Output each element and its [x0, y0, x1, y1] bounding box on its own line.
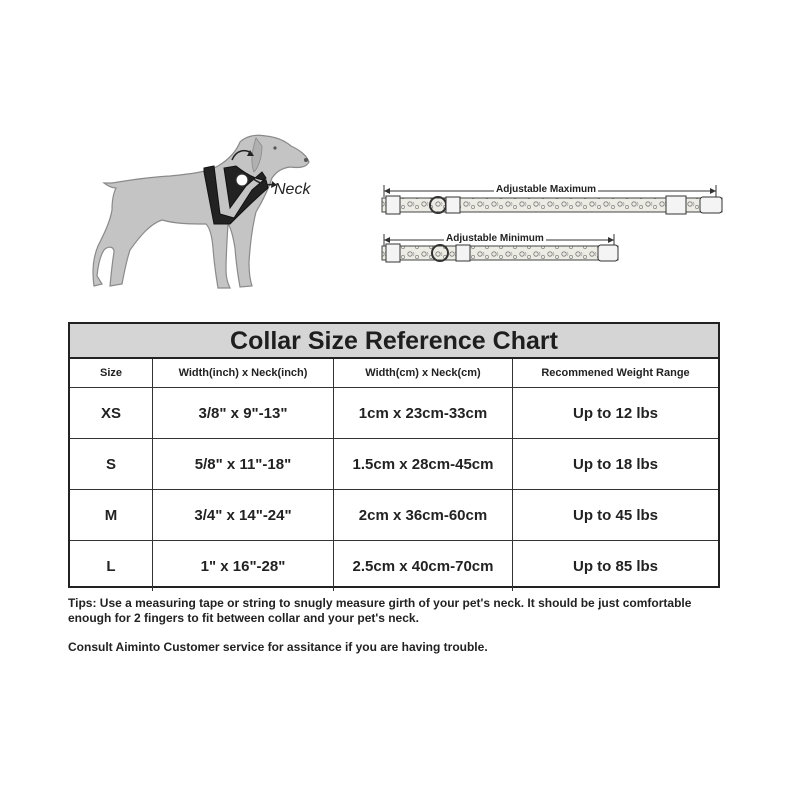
- cell-size: XS: [70, 388, 153, 439]
- cell-inch: 5/8" x 11"-18": [153, 439, 334, 490]
- header-inch: Width(inch) x Neck(inch): [153, 359, 334, 388]
- adjustable-min-label: Adjustable Minimum: [446, 233, 544, 244]
- cell-cm: 1cm x 23cm-33cm: [334, 388, 513, 439]
- table-row: [70, 439, 718, 490]
- cell-weight: Up to 18 lbs: [513, 439, 719, 490]
- header-weight: Recommened Weight Range: [513, 359, 719, 388]
- header-size: Size: [70, 359, 153, 388]
- cell-cm: 2.5cm x 40cm-70cm: [334, 541, 513, 592]
- cell-size: S: [70, 439, 153, 490]
- size-chart: [68, 322, 720, 588]
- adjustable-max-label: Adjustable Maximum: [496, 184, 597, 195]
- harness: [204, 166, 268, 224]
- cell-weight: Up to 45 lbs: [513, 490, 719, 541]
- consult-text: Consult Aiminto Customer service for assitance if you are having trouble.: [68, 640, 488, 654]
- cell-size: L: [70, 541, 153, 592]
- dog-illustration: [0, 0, 800, 310]
- cell-cm: 2cm x 36cm-60cm: [334, 490, 513, 541]
- dog-silhouette: [93, 135, 309, 288]
- table-row: [70, 541, 718, 592]
- tips-text: Tips: Use a measuring tape or string to snugly measure girth of your pet's neck. It should be just comfortable enough for 2 fingers to fit between collar and your pet's neck.: [68, 596, 692, 625]
- size-table: [70, 359, 718, 591]
- cell-size: M: [70, 490, 153, 541]
- table-header-row: [70, 359, 718, 388]
- cell-inch: 1" x 16"-28": [153, 541, 334, 592]
- neck-label: Neck: [274, 181, 311, 198]
- cell-cm: 1.5cm x 28cm-45cm: [334, 439, 513, 490]
- chart-title: Collar Size Reference Chart: [70, 324, 718, 359]
- cell-inch: 3/8" x 9"-13": [153, 388, 334, 439]
- table-row: [70, 490, 718, 541]
- table-row: [70, 388, 718, 439]
- cell-inch: 3/4" x 14"-24": [153, 490, 334, 541]
- cell-weight: Up to 12 lbs: [513, 388, 719, 439]
- cell-weight: Up to 85 lbs: [513, 541, 719, 592]
- header-cm: Width(cm) x Neck(cm): [334, 359, 513, 388]
